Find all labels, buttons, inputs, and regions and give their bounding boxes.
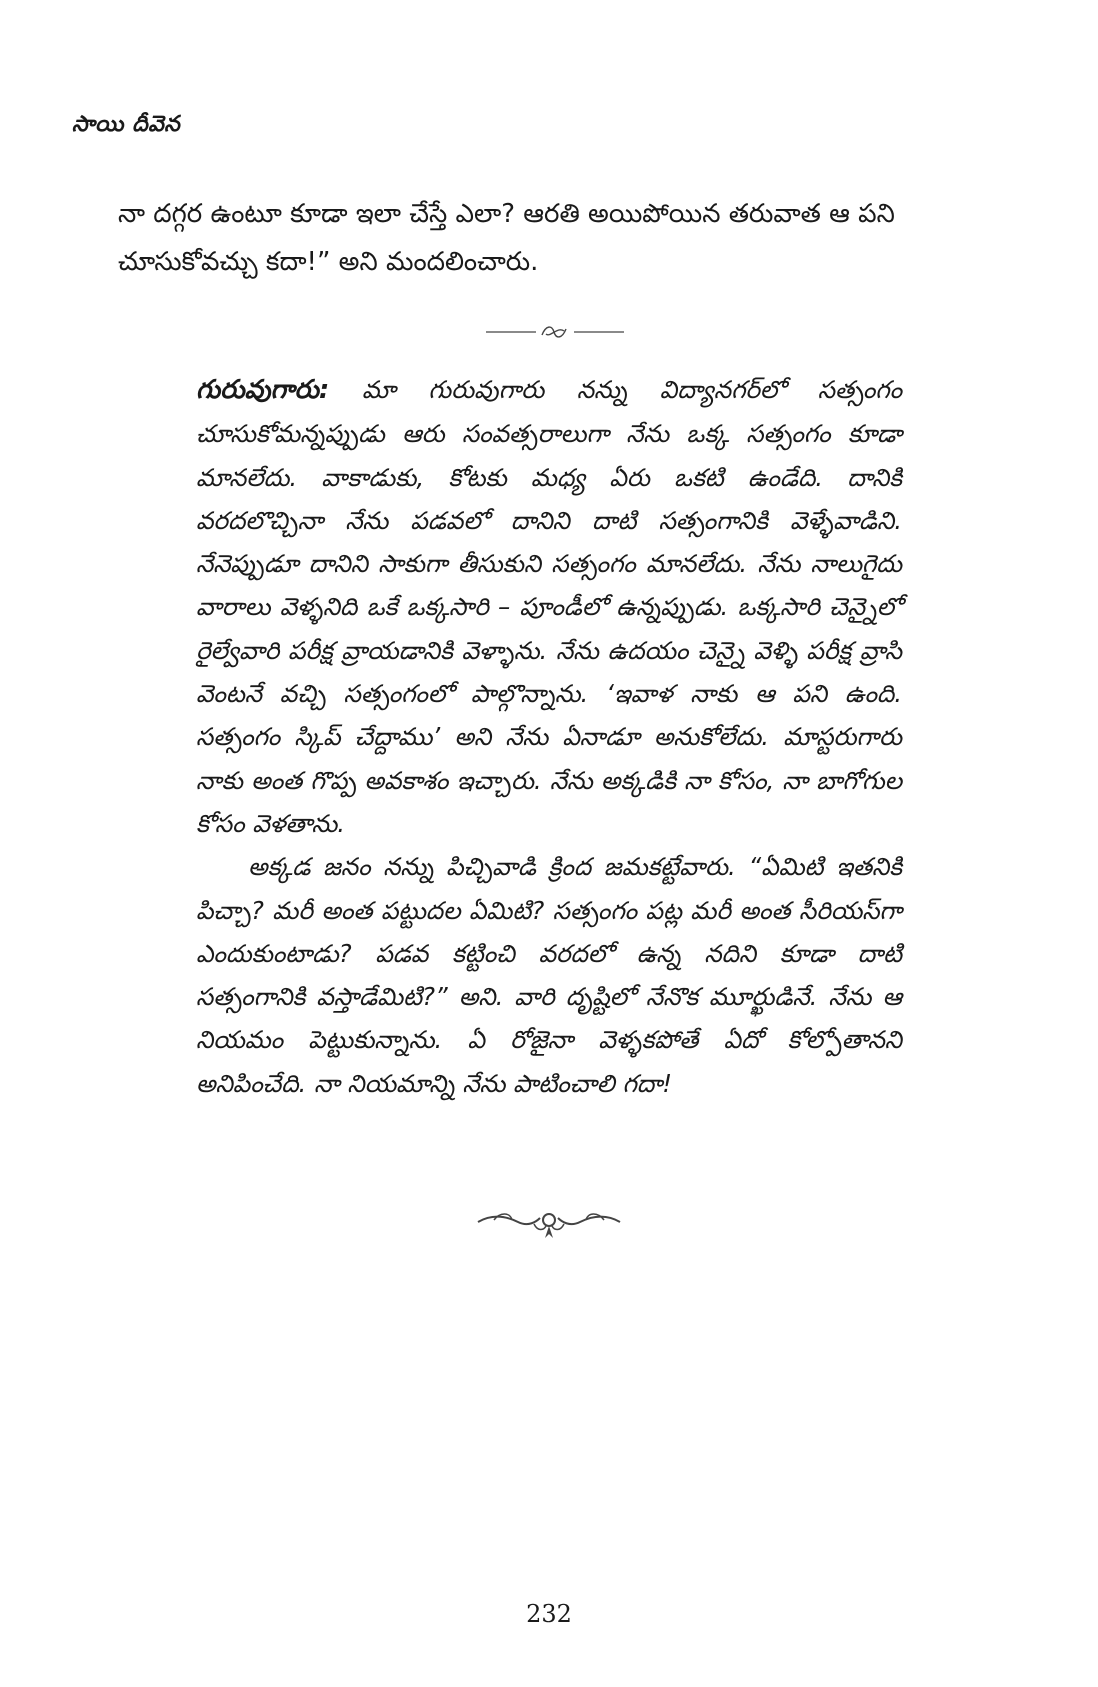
end-ornament-icon (474, 1208, 624, 1242)
running-head: సాయి దీవెన (72, 112, 181, 137)
guru-paragraph-1 (196, 368, 902, 845)
speaker-label: గురువుగారు: (196, 375, 330, 405)
page-number: 232 (526, 1600, 572, 1628)
section-divider-icon (480, 322, 630, 342)
guru-paragraph-1-text: మా గురువుగారు నన్ను విద్యానగర్‌లో సత్సంగం చూసుకోమన్నప్పుడు ఆరు సంవత్సరాలుగా నేను ఒక్క సత్సంగం కూడా మానలేదు. వాకాడుకు, కోటకు మధ్య ఏరు ఒకటి ఉండేది. దానికి వరదలొచ్చినా నేను పడవలో దానిని దాటి సత్సంగానికి వెళ్ళేవాడిని. నేనెప్పుడూ దానిని సాకుగా తీసుకుని సత్సంగం మానలేదు. నేను నాలుగైదు వారాలు వెళ్ళనిది ఒకే ఒక్కసారి – పూండీలో ఉన్నప్పుడు. ఒక్కసారి చెన్నైలో రైల్వేవారి పరీక్ష వ్రాయడానికి వెళ్ళాను. నేను ఉదయం చెన్నై వెళ్ళి పరీక్ష వ్రాసి వెంటనే వచ్చి సత్సంగంలో పాల్గొన్నాను. ‘ఇవాళ నాకు ఆ పని ఉంది. సత్సంగం స్కిప్ చేద్దాము’ అని నేను ఏనాడూ అనుకోలేదు. మాస్టరుగారు నాకు అంత గొప్ప అవకాశం ఇచ్చారు. నేను అక్కడికి నా కోసం, నా బాగోగుల కోసం వెళతాను. (196, 375, 902, 838)
intro-line-1: నా దగ్గర ఉంటూ కూడా ఇలా చేస్తే ఎలా? ఆరతి అయిపోయిన తరువాత ఆ పని (118, 199, 895, 229)
intro-line-2: చూసుకోవచ్చు కదా!” అని మందలించారు. (118, 247, 539, 277)
guru-paragraph-2: అక్కడ జనం నన్ను పిచ్చివాడి క్రింద జమకట్టేవారు. “ఏమిటి ఇతనికి పిచ్చా? మరీ అంత పట్టుదల ఏమిటి? సత్సంగం పట్ల మరీ అంత సీరియస్‌గా ఎందుకుంటాడు? పడవ కట్టించి వరదలో ఉన్న నదిని కూడా దాటి సత్సంగానికి వస్తాడేమిటి?” అని. వారి దృష్టిలో నేనొక మూర్ఖుడినే. నేను ఆ నియమం పెట్టుకున్నాను. ఏ రోజైనా వెళ్ళకపోతే ఏదో కోల్పోతానని అనిపించేది. నా నియమాన్ని నేను పాటించాలి గదా! (196, 852, 902, 1098)
guru-section (196, 368, 902, 1105)
intro-paragraph (118, 190, 978, 286)
